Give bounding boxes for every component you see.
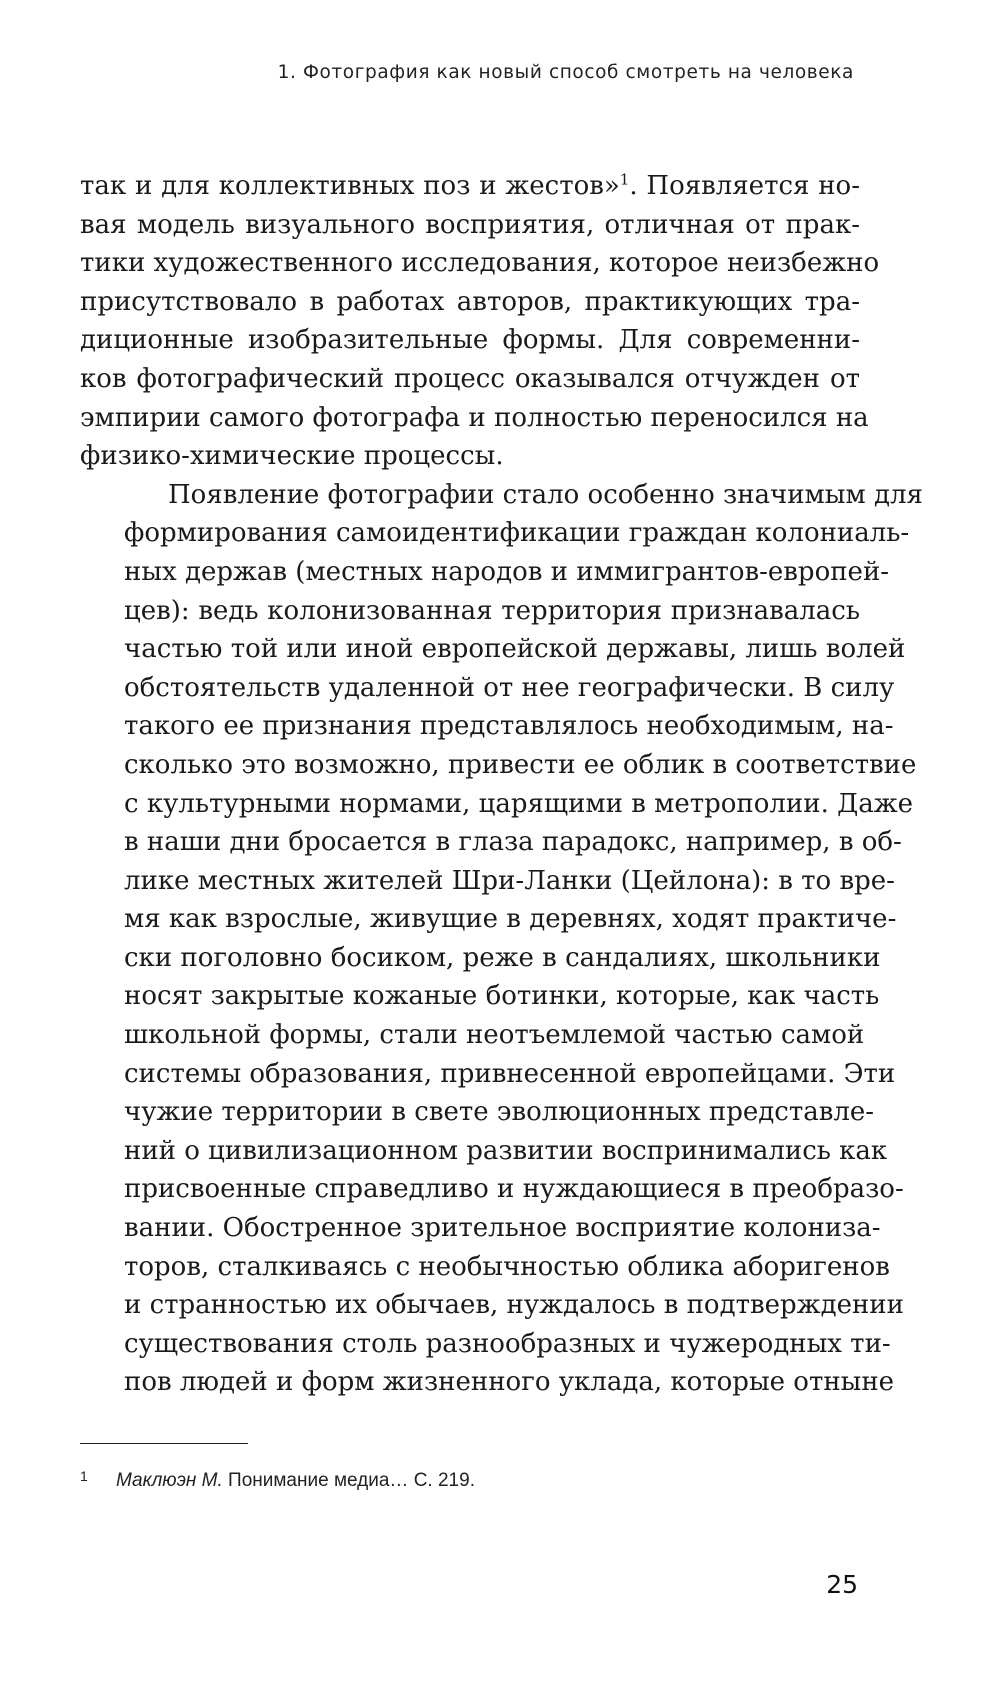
text-line: присутствовало в работах авторов, практикующих тра- (80, 286, 860, 317)
text-line: мя как взрослые, живущие в деревнях, ходят практиче- (124, 904, 897, 935)
text-line: лике местных жителей Шри-Ланки (Цейлона): в то вре- (124, 865, 895, 896)
text-line: такого ее признания представлялось необходимым, на- (124, 711, 894, 742)
footnote-author: Маклюэн М. (116, 1470, 223, 1491)
text-line: формирования самоидентификации граждан колониаль- (124, 518, 910, 549)
text-line: школьной формы, стали неотъемлемой частью самой (124, 1020, 865, 1051)
text-line: Появление фотографии стало особенно значимым для (168, 479, 923, 510)
running-header: 1. Фотография как новый способ смотреть на человека (277, 62, 854, 83)
text-line: в наши дни бросается в глаза парадокс, например, в об- (124, 827, 902, 858)
text-fragment: так и для коллективных поз и жестов» (80, 171, 620, 201)
text-line: ски поголовно босиком, реже в сандалиях, школьники (124, 942, 881, 973)
text-line: физико-химические процессы. (80, 441, 504, 472)
text-line: чужие территории в свете эволюционных представле- (124, 1097, 875, 1128)
text-line: обстоятельств удаленной от нее географически. В силу (124, 672, 895, 703)
footnote-number: 1 (80, 1468, 88, 1484)
text-line: сколько это возможно, привести ее облик в соответствие (124, 749, 917, 780)
footnote-text: Понимание медиа… С. 219. (222, 1470, 475, 1491)
text-line: пов людей и форм жизненного уклада, которые отныне (124, 1367, 895, 1398)
text-line: существования столь разнообразных и чужеродных ти- (124, 1328, 891, 1359)
text-line: носят закрытые кожаные ботинки, которые, как часть (124, 981, 880, 1012)
paragraph-2 (80, 476, 923, 1402)
text-line: эмпирии самого фотографа и полностью переносился на (80, 402, 869, 433)
text-line (80, 167, 860, 206)
text-line: тики художественного исследования, которое неизбежно (80, 248, 880, 279)
text-line: ний о цивилизационном развитии воспринимались как (124, 1135, 888, 1166)
body-text (80, 167, 923, 1402)
text-line: присвоенные справедливо и нуждающиеся в преобразо- (124, 1174, 904, 1205)
text-line: вании. Обостренное зрительное восприятие колониза- (124, 1213, 881, 1244)
text-fragment: . Появляется но- (629, 171, 860, 201)
text-line: вая модель визуального восприятия, отличная от прак- (80, 209, 860, 240)
text-line: частью той или иной европейской державы, лишь волей (124, 634, 906, 665)
text-line: ных держав (местных народов и иммигрантов-европей- (124, 556, 890, 587)
text-line: диционные изобразительные формы. Для современни- (80, 325, 860, 356)
text-line: и странностью их обычаев, нуждалось в подтверждении (124, 1290, 904, 1321)
text-line: ков фотографический процесс оказывался отчужден от (80, 363, 860, 394)
page-number: 25 (826, 1570, 858, 1599)
footnote (80, 1470, 475, 1492)
paragraph-1 (80, 167, 880, 476)
footnote-reference[interactable]: 1 (619, 170, 630, 189)
text-line: цев): ведь колонизованная территория признавалась (124, 595, 860, 626)
text-line: системы образования, привнесенной европейцами. Эти (124, 1058, 896, 1089)
text-line: торов, сталкиваясь с необычностью облика аборигенов (124, 1251, 890, 1282)
footnote-divider (80, 1443, 248, 1444)
text-line: с культурными нормами, царящими в метрополии. Даже (124, 788, 914, 819)
